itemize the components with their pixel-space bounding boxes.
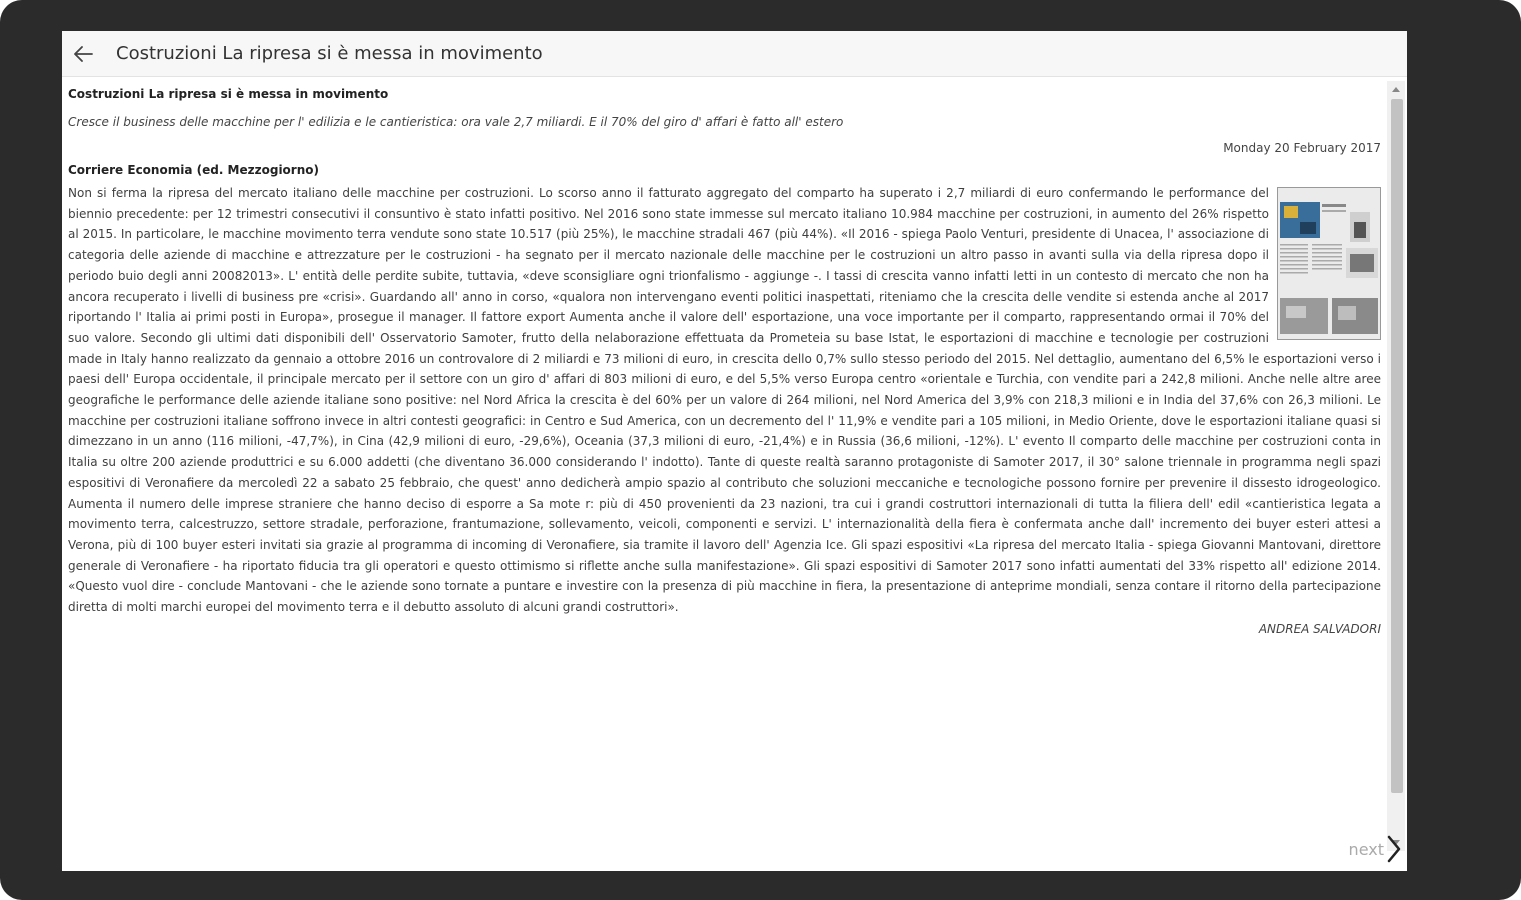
- back-button[interactable]: [64, 35, 102, 73]
- scroll-up-button[interactable]: [1387, 81, 1405, 97]
- arrow-left-icon: [73, 46, 93, 62]
- article-body: Non si ferma la ripresa del mercato italiano delle macchine per costruzioni. Lo scorso anno il fatturato aggregato del comparto ha superato i 2,7 miliardi di euro confermando le performance del biennio precedente: per 12 trimestri consecutivi il consuntivo è stato infatti positivo. Nel 2016 sono state immesse sul mercato italiano 10.984 macchine per costruzioni, in aumento del 26% rispetto al 2015. In particolare, le macchine movimento terra vendute sono state 10.517 (più 25%), le macchine stradali 467 (più 44%). «Il 2016 - spiega Paolo Venturi, presidente di Unacea, l' associazione di categoria delle aziende di macchine e attrezzature per le costruzioni - ha segnato per il mercato nazionale delle macchine per le costruzioni un altro passo in avanti sulla via della ripresa dopo il periodo buio degli anni 20082013». L' entità delle perdite subite, tuttavia, «deve sconsigliare ogni trionfalismo - aggiunge -. I tassi di crescita vanno infatti letti in un contesto di mercato che non ha ancora recuperato i livelli di business pre «crisi». Guardando all' anno in corso, «qualora non intervengano eventi politici inaspettati, riteniamo che la crescita delle vendite si estenda anche al 2017 riportando l' Italia ai primi posti in Europa», prosegue il manager. Il fattore export Aumenta anche il valore dell' esportazione, una voce importante per il comparto, rappresentando ormai il 70% del suo valore. Secondo gli ultimi dati disponibili dell' Osservatorio Samoter, frutto della nelaborazione effettuata da Prometeia su base Istat, le esportazioni di macchine e tecnologie per costruzioni made in Italy hanno realizzato da gennaio a ottobre 2016 un controvalore di 2 miliardi e 73 milioni di euro, in crescita dello 0,7% sullo stesso periodo del 2015. Nel dettaglio, aumentano del 6,5% le esportazioni verso i paesi dell' Europa occidentale, il principale mercato per il settore con un giro d' affari di 803 milioni di euro, e del 5,5% verso Europa centro «orientale e Turchia, con vendite pari a 242,8 milioni. Anche nelle altre aree geografiche le performance delle aziende italiane sono positive: nel Nord Africa la crescita è del 60% per un valore di 264 milioni, nel Nord America del 3,9% con 218,3 milioni e in India del 37,6% con 26,3 milioni. Le macchine per costruzioni italiane soffrono invece in altri contesti geografici: in Centro e Sud America, con un decremento del l' 11,9% e vendite pari a 105 milioni, in Medio Oriente, dove le esportazioni italiane quasi si dimezzano in un anno (116 milioni, -47,7%), in Cina (42,9 milioni di euro, -29,6%), Oceania (37,3 milioni di euro, -21,4%) e in Russia (36,6 milioni, -12%). L' evento Il comparto delle macchine per costruzioni conta in Italia su oltre 200 aziende produttrici e su 6.000 addetti (che diventano 36.000 considerando l' indotto). Tante di queste realtà saranno protagoniste di Samoter 2017, il 30° salone triennale in programma negli spazi espositivi di Veronafiere da mercoledì 22 a sabato 25 febbraio, che quest' anno dedicherà ampio spazio al contributo che soluzioni meccaniche e tecnologiche possono fornire per prevenire il dissesto idrogeologico. Aumenta il numero delle imprese straniere che hanno deciso di esporre a Sa mote r: più di 450 provenienti da 23 nazioni, tra cui i grandi costruttori internazionali di tutta la filiera dell' edil «cantieristica legata a movimento terra, calcestruzzo, settore stradale, perforazione, frantumazione, sollevamento, veicoli, componenti e servizi. L' internazionalità della fiera è confermata anche dall' incremento dei buyer esteri attesi a Verona, più di 100 buyer esteri invitati sia grazie al programma di incoming di Veronafiere, sia tramite il lavoro dell' Agenzia Ice. Gli spazi espositivi «La ripresa del mercato Italia - spiega Giovanni Mantovani, direttore generale di Veronafiere - ha riportato fiducia tra gli operatori e questo ottimismo si riflette anche sulla manifestazione». Gli spazi espositivi di Samoter 2017 sono infatti aumentati del 33% rispetto all' edizione 2014. «Questo vuol dire - conclude Mantovani - che le aziende sono tornate a puntare e investire con la presenza di più macchine in fiera, la presentazione di anteprime mondiali, senza contare il ritorno della partecipazione diretta di molti marchi europei del movimento terra e il debutto assoluto di alcuni grandi costruttori».: [68, 186, 1381, 615]
- title-bar: [62, 31, 1407, 77]
- next-label: next: [1348, 839, 1384, 859]
- article-source: Corriere Economia (ed. Mezzogiorno): [68, 163, 319, 177]
- article-subtitle: Cresce il business delle macchine per l' edilizia e le cantieristica: ora vale 2,7 miliardi. E il 70% del giro d' affari è fatto all' estero: [68, 115, 844, 129]
- next-button[interactable]: [1342, 832, 1402, 866]
- article-title: Costruzioni La ripresa si è messa in movimento: [68, 87, 389, 101]
- article-content: [68, 81, 1381, 821]
- caret-up-icon: [1392, 86, 1400, 92]
- page-title: Costruzioni La ripresa si è messa in movimento: [116, 43, 543, 64]
- newspaper-page-thumbnail[interactable]: [1277, 187, 1381, 340]
- article-date: Monday 20 February 2017: [1223, 141, 1381, 155]
- article-author: ANDREA SALVADORI: [1258, 621, 1381, 636]
- article-body-wrap: [68, 183, 1381, 618]
- chevron-right-icon: [1386, 835, 1402, 863]
- scrollbar-thumb[interactable]: [1391, 99, 1403, 793]
- app-window: [62, 31, 1407, 871]
- vertical-scrollbar[interactable]: [1387, 81, 1405, 851]
